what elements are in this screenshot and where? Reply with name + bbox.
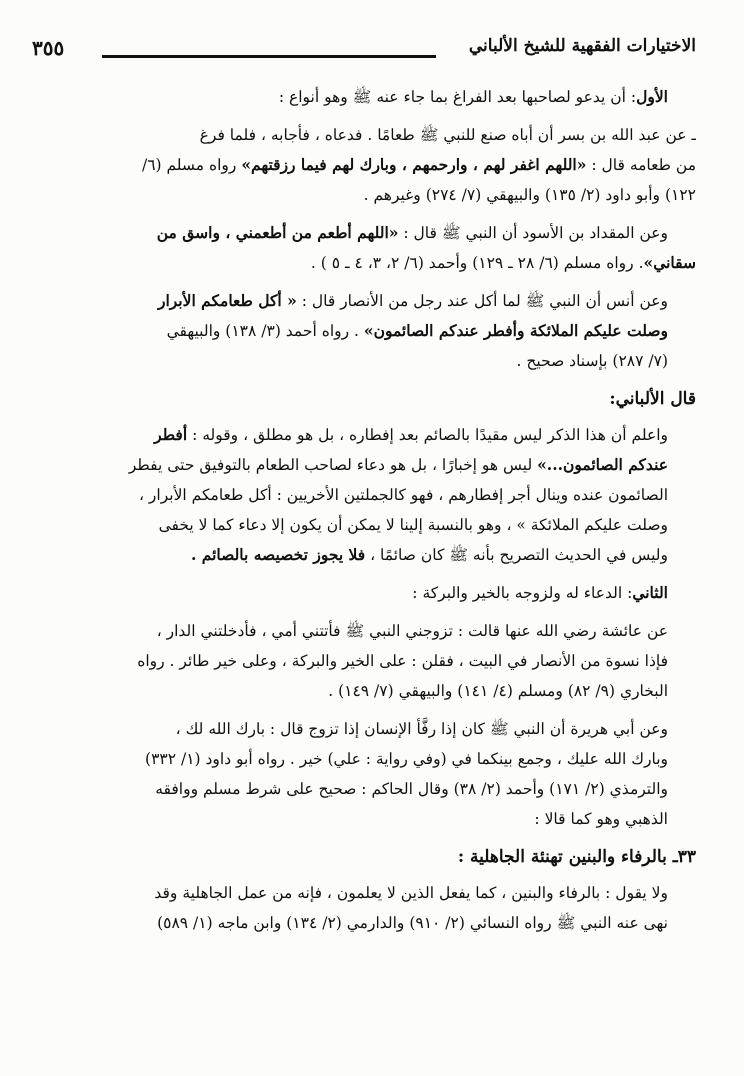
paragraph-second-type — [46, 578, 696, 608]
text: وليس في الحديث التصريح بأنه ﷺ كان صائمًا ، — [365, 546, 668, 564]
albani-heading: قال الألباني: — [609, 389, 696, 409]
paragraph-albani-comment — [46, 420, 696, 570]
header-rule — [102, 55, 436, 58]
text: رواه مسلم (٦/ — [141, 156, 242, 174]
paragraph-first-type — [46, 82, 696, 112]
line: فإذا نسوة من الأنصار في البيت ، فقلن : على الخير والبركة ، وعلى خير طائر . رواه — [137, 652, 668, 670]
page-header — [28, 36, 696, 66]
running-title: الاختيارات الفقهية للشيخ الألباني — [468, 36, 696, 56]
line: نهى عنه النبي ﷺ رواه النسائي (٢/ ٩١٠) والدارمي (٢/ ١٣٤) وابن ماجه (١/ ٥٨٩) — [157, 914, 668, 932]
line: الذهبي وهو كما قالا : — [534, 810, 668, 828]
paragraph-aisha — [46, 616, 696, 706]
text: وعن المقداد بن الأسود أن النبي ﷺ قال : — [398, 224, 668, 242]
text-second: : الدعاء له ولزوجه بالخير والبركة : — [412, 584, 633, 602]
conclusion-text: فلا يجوز تخصيصه بالصائم . — [191, 545, 366, 564]
text: واعلم أن هذا الذكر ليس مقيدًا بالصائم بعد إفطاره ، بل هو مطلق ، وقوله : — [187, 426, 668, 444]
paragraph-abu-hurayra — [46, 714, 696, 834]
line: والترمذي (٢/ ١٧١) وأحمد (٢/ ٣٨) وقال الحاكم : صحيح على شرط مسلم ووافقه — [155, 780, 668, 798]
line: البخاري (٩/ ٨٢) ومسلم (٤/ ١٤١) والبيهقي (٧/ ١٤٩) . — [328, 682, 668, 700]
line: (٧/ ٢٨٧) بإسناد صحيح . — [516, 352, 668, 370]
text: . رواه أحمد (٣/ ١٣٨) والبيهقي — [166, 322, 364, 340]
paragraph-abdullah-bin-busr — [46, 120, 696, 210]
line: عن عائشة رضي الله عنها قالت : تزوجني النبي ﷺ فأتتني أمي ، فأدخلتني الدار ، — [156, 622, 668, 640]
quote-text: عندكم الصائمون...» — [537, 455, 668, 474]
label-first: الأول — [636, 87, 668, 106]
text: ليس هو إخبارًا ، بل هو دعاء لصاحب الطعام بالتوفيق حتى يفطر — [128, 456, 538, 474]
dua-text: « أكل طعامكم الأبرار — [157, 291, 297, 310]
paragraph-anas — [46, 286, 696, 376]
text: . رواه مسلم (٦/ ٢٨ ـ ١٢٩) وأحمد (٦/ ٢، ٣، ٤ ـ ٥ ) . — [310, 254, 644, 272]
dua-text: وصلت عليكم الملائكة وأفطر عندكم الصائمون» — [363, 321, 668, 340]
dua-text: «اللهم اغفر لهم ، وارحمهم ، وبارك لهم فيما رزقتهم» — [241, 155, 587, 174]
paragraph-miqdad — [46, 218, 696, 278]
label-second: الثاني — [632, 583, 668, 602]
page-number: ٣٥٥ — [32, 36, 65, 60]
page-body — [46, 82, 696, 946]
paragraph-jahiliyya — [46, 878, 696, 938]
dua-text: سقاني» — [643, 253, 696, 272]
line: ١٢٢) وأبو داود (٢/ ١٣٥) والبيهقي (٧/ ٢٧٤) وغيرهم . — [363, 186, 696, 204]
section-heading-33: ٣٣ـ بالرفاء والبنين تهنئة الجاهلية : — [457, 847, 696, 867]
line: وبارك الله عليك ، وجمع بينكما في (وفي رواية : علي) خير . رواه أبو داود (١/ ٣٣٢) — [145, 750, 668, 768]
dua-text: «اللهم أطعم من أطعمني ، واسق من — [156, 223, 399, 242]
line: ولا يقول : بالرفاء والبنين ، كما يفعل الذين لا يعلمون ، فإنه من عمل الجاهلية وقد — [154, 884, 668, 902]
text: وعن أنس أن النبي ﷺ لما أكل عند رجل من الأنصار قال : — [296, 292, 668, 310]
text: من طعامه قال : — [586, 156, 696, 174]
line: وعن أبي هريرة أن النبي ﷺ كان إذا رفَّأ الإنسان إذا تزوج قال : بارك الله لك ، — [175, 720, 668, 738]
line: الصائمون عنده وينال أجر إفطارهم ، فهو كالجملتين الأخريين : أكل طعامكم الأبرار ، — [139, 486, 668, 504]
quote-text: أفطر — [154, 425, 188, 444]
text-first: : أن يدعو لصاحبها بعد الفراغ بما جاء عنه ﷺ وهو أنواع : — [278, 88, 637, 106]
line: وصلت عليكم الملائكة » ، وهو بالنسبة إلينا لا يمكن أن يكون إلا دعاء كما لا يخفى — [158, 516, 668, 534]
line: ـ عن عبد الله بن بسر أن أباه صنع للنبي ﷺ طعامًا . فدعاه ، فأجابه ، فلما فرغ — [199, 126, 696, 144]
